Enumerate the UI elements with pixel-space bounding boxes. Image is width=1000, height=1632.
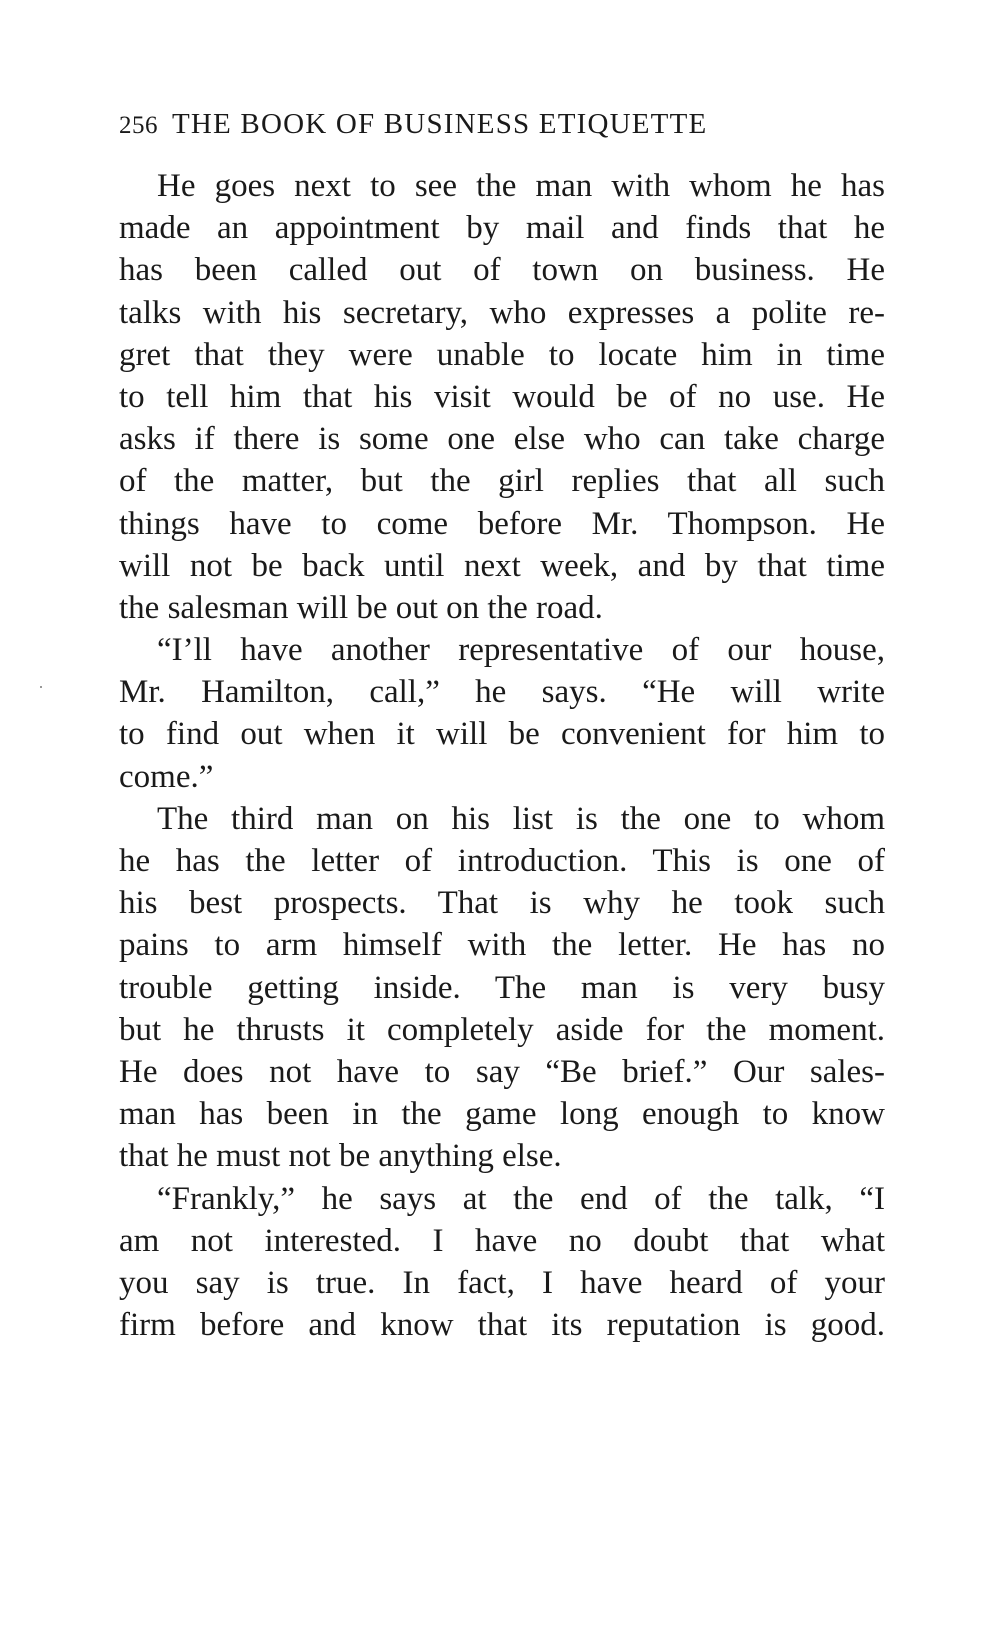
text-line: to find out when it will be convenient for him to bbox=[119, 716, 885, 753]
text-line: talks with his secretary, who expresses a polite re- bbox=[119, 294, 885, 331]
text-line: he has the letter of introduction. This is one of bbox=[119, 843, 885, 879]
text-line: his best prospects. That is why he took such bbox=[119, 885, 885, 922]
text-line: has been called out of town on business. He bbox=[119, 252, 885, 289]
text-line: the salesman will be out on the road. bbox=[119, 589, 603, 626]
text-line: “I’ll have another representative of our house, bbox=[157, 632, 885, 669]
text-line: am not interested. I have no doubt that what bbox=[119, 1222, 885, 1259]
text-line: He goes next to see the man with whom he has bbox=[157, 168, 885, 204]
text-line: He does not have to say “Be brief.” Our sales- bbox=[119, 1053, 885, 1090]
text-line: you say is true. In fact, I have heard of your bbox=[119, 1264, 885, 1301]
text-line: “Frankly,” he says at the end of the talk, “I bbox=[157, 1180, 885, 1217]
text-line: The third man on his list is the one to whom bbox=[157, 800, 885, 837]
text-line: that he must not be anything else. bbox=[119, 1138, 562, 1175]
body-text bbox=[119, 165, 885, 1346]
text-line: man has been in the game long enough to know bbox=[119, 1096, 885, 1133]
text-line: will not be back until next week, and by that time bbox=[119, 547, 885, 584]
scan-speck bbox=[40, 686, 42, 688]
text-line: of the matter, but the girl replies that all such bbox=[119, 463, 885, 500]
text-line: Mr. Hamilton, call,” he says. “He will write bbox=[119, 674, 885, 711]
text-line: asks if there is some one else who can take charge bbox=[119, 421, 885, 458]
text-line: firm before and know that its reputation is good. bbox=[119, 1307, 885, 1344]
text-line: gret that they were unable to locate him in time bbox=[119, 336, 885, 373]
text-line: pains to arm himself with the letter. He has no bbox=[119, 927, 885, 964]
text-line: but he thrusts it completely aside for the moment. bbox=[119, 1011, 885, 1048]
page-number: 256 bbox=[119, 112, 158, 139]
text-line: trouble getting inside. The man is very busy bbox=[119, 969, 885, 1006]
running-title: THE BOOK OF BUSINESS ETIQUETTE bbox=[172, 108, 708, 140]
text-line: to tell him that his visit would be of no use. He bbox=[119, 378, 885, 415]
text-line: made an appointment by mail and finds that he bbox=[119, 210, 885, 247]
running-head bbox=[119, 106, 889, 144]
text-line: things have to come before Mr. Thompson. He bbox=[119, 505, 885, 542]
text-line: come.” bbox=[119, 758, 214, 795]
